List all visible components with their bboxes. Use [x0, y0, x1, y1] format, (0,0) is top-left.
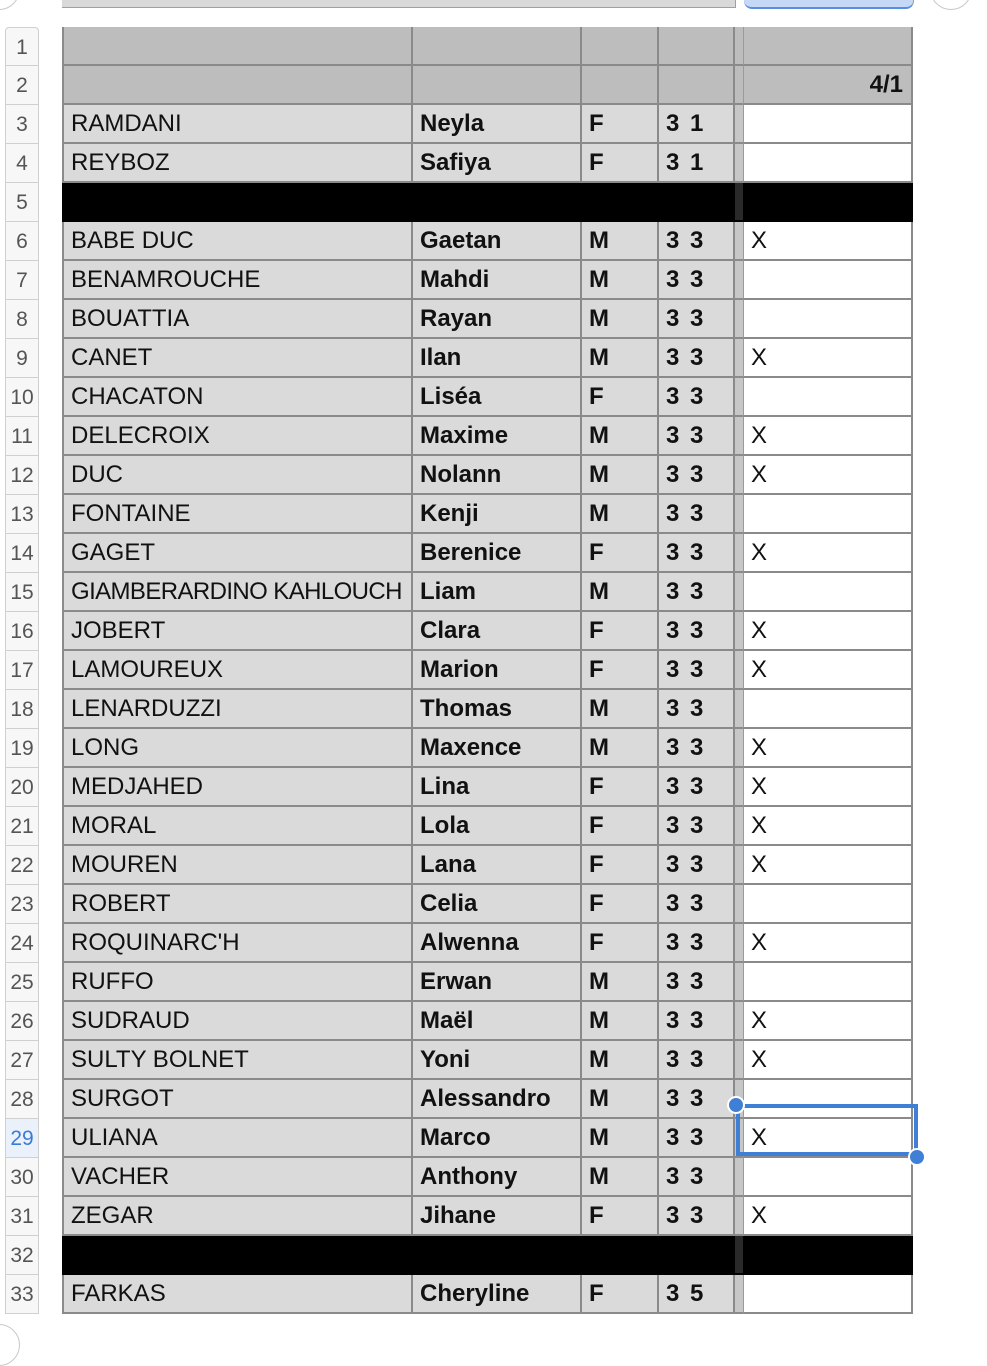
mark-cell[interactable]: [744, 105, 913, 144]
last-name-cell[interactable]: LAMOUREUX: [62, 651, 413, 690]
mark-cell[interactable]: [744, 1080, 913, 1119]
gender-cell[interactable]: M: [582, 963, 659, 1002]
table-row: [62, 144, 913, 183]
class-cell[interactable]: 3 3: [659, 261, 735, 300]
mark-cell[interactable]: X: [744, 1041, 913, 1080]
table-row: [62, 27, 913, 66]
spacer-cell[interactable]: [735, 183, 744, 222]
class-cell[interactable]: 3 1: [659, 144, 735, 183]
spacer-cell[interactable]: [735, 1158, 744, 1197]
row-header[interactable]: 29: [5, 1119, 39, 1158]
last-name-cell[interactable]: RUFFO: [62, 963, 413, 1002]
top-left-corner-control[interactable]: [0, 0, 20, 10]
gender-cell[interactable]: F: [582, 768, 659, 807]
last-name-cell[interactable]: [62, 183, 413, 222]
last-name-cell[interactable]: RAMDANI: [62, 105, 413, 144]
last-name-cell[interactable]: CANET: [62, 339, 413, 378]
row-header[interactable]: 31: [5, 1197, 39, 1236]
last-name-cell[interactable]: DUC: [62, 456, 413, 495]
class-cell[interactable]: 3 3: [659, 1041, 735, 1080]
class-cell[interactable]: 3 3: [659, 612, 735, 651]
mark-cell[interactable]: X: [744, 729, 913, 768]
gender-cell[interactable]: F: [582, 846, 659, 885]
gender-cell[interactable]: M: [582, 456, 659, 495]
last-name-cell[interactable]: ROQUINARC'H: [62, 924, 413, 963]
mark-cell[interactable]: X: [744, 1002, 913, 1041]
class-cell[interactable]: 3 3: [659, 807, 735, 846]
table-row: [62, 105, 913, 144]
gender-cell[interactable]: [582, 66, 659, 105]
first-name-cell[interactable]: Liséa: [413, 378, 582, 417]
last-name-cell[interactable]: BABE DUC: [62, 222, 413, 261]
spacer-cell[interactable]: [735, 1236, 744, 1275]
mark-cell[interactable]: [744, 27, 913, 66]
mark-cell[interactable]: X: [744, 846, 913, 885]
mark-cell[interactable]: X: [744, 612, 913, 651]
last-name-cell[interactable]: GIAMBERARDINO KAHLOUCH: [62, 573, 413, 612]
spacer-cell[interactable]: [735, 27, 744, 66]
row-header[interactable]: 9: [5, 339, 39, 378]
row-header[interactable]: 15: [5, 573, 39, 612]
row-header[interactable]: 4: [5, 144, 39, 183]
mark-cell[interactable]: X: [744, 924, 913, 963]
last-name-cell[interactable]: LONG: [62, 729, 413, 768]
mark-cell[interactable]: [744, 261, 913, 300]
gender-cell[interactable]: F: [582, 144, 659, 183]
table-row: [62, 66, 913, 105]
class-cell[interactable]: [659, 27, 735, 66]
selection-handle-top-left[interactable]: [727, 1096, 745, 1114]
last-name-cell[interactable]: GAGET: [62, 534, 413, 573]
spacer-cell[interactable]: [735, 222, 744, 261]
mark-cell[interactable]: [744, 1275, 913, 1314]
spacer-cell[interactable]: [735, 1275, 744, 1314]
mark-cell[interactable]: X: [744, 456, 913, 495]
table-row: [62, 1119, 913, 1158]
class-cell[interactable]: 3 3: [659, 456, 735, 495]
last-name-cell[interactable]: [62, 66, 413, 105]
gender-cell[interactable]: M: [582, 1119, 659, 1158]
mark-cell[interactable]: X: [744, 768, 913, 807]
first-name-cell[interactable]: Alessandro: [413, 1080, 582, 1119]
mark-cell[interactable]: [744, 885, 913, 924]
class-cell[interactable]: 3 3: [659, 573, 735, 612]
row-header[interactable]: 17: [5, 651, 39, 690]
table-row: [62, 1197, 913, 1236]
first-name-cell[interactable]: Jihane: [413, 1197, 582, 1236]
mark-cell[interactable]: [744, 1158, 913, 1197]
mark-cell[interactable]: X: [744, 807, 913, 846]
class-cell[interactable]: 3 3: [659, 768, 735, 807]
first-name-cell[interactable]: [413, 66, 582, 105]
spacer-cell[interactable]: [735, 66, 744, 105]
gender-cell[interactable]: [582, 27, 659, 66]
class-cell[interactable]: 3 3: [659, 924, 735, 963]
last-name-cell[interactable]: JOBERT: [62, 612, 413, 651]
table-row: [62, 573, 913, 612]
spacer-cell[interactable]: [735, 339, 744, 378]
mark-cell[interactable]: X: [744, 534, 913, 573]
table-row: [62, 261, 913, 300]
class-cell[interactable]: 3 3: [659, 378, 735, 417]
gender-cell[interactable]: M: [582, 495, 659, 534]
class-cell[interactable]: 3 1: [659, 105, 735, 144]
spacer-cell[interactable]: [735, 963, 744, 1002]
first-name-cell[interactable]: Cheryline: [413, 1275, 582, 1314]
class-cell[interactable]: 3 3: [659, 846, 735, 885]
spacer-cell[interactable]: [735, 1041, 744, 1080]
table-row: [62, 729, 913, 768]
last-name-cell[interactable]: ZEGAR: [62, 1197, 413, 1236]
row-header[interactable]: 33: [5, 1275, 39, 1314]
class-cell[interactable]: 3 3: [659, 222, 735, 261]
table-row: [62, 495, 913, 534]
spacer-cell[interactable]: [735, 573, 744, 612]
first-name-cell[interactable]: Maxime: [413, 417, 582, 456]
table-row: [62, 963, 913, 1002]
row-header[interactable]: 25: [5, 963, 39, 1002]
gender-cell[interactable]: [582, 183, 659, 222]
spacer-cell[interactable]: [735, 729, 744, 768]
column-header-strip: [62, 0, 913, 8]
last-name-cell[interactable]: LENARDUZZI: [62, 690, 413, 729]
class-cell[interactable]: 3 3: [659, 1158, 735, 1197]
row-header[interactable]: 8: [5, 300, 39, 339]
class-cell[interactable]: 3 3: [659, 1002, 735, 1041]
mark-cell[interactable]: [744, 378, 913, 417]
gender-cell[interactable]: M: [582, 261, 659, 300]
last-name-cell[interactable]: VACHER: [62, 1158, 413, 1197]
gender-cell[interactable]: F: [582, 378, 659, 417]
row-header[interactable]: 13: [5, 495, 39, 534]
column-header-d[interactable]: [659, 0, 736, 8]
class-cell[interactable]: 3 3: [659, 651, 735, 690]
table-row: [62, 768, 913, 807]
last-name-cell[interactable]: FARKAS: [62, 1275, 413, 1314]
mark-cell[interactable]: X: [744, 339, 913, 378]
table-row: [62, 1002, 913, 1041]
gender-cell[interactable]: F: [582, 885, 659, 924]
table-row: [62, 1275, 913, 1314]
row-header[interactable]: 14: [5, 534, 39, 573]
bottom-left-corner-control[interactable]: [0, 1324, 20, 1366]
spacer-cell[interactable]: [735, 1002, 744, 1041]
table-row: [62, 690, 913, 729]
first-name-cell[interactable]: Alwenna: [413, 924, 582, 963]
table-row: [62, 612, 913, 651]
class-cell[interactable]: 3 5: [659, 1275, 735, 1314]
row-header[interactable]: 1: [5, 27, 39, 66]
table-row: [62, 846, 913, 885]
mark-cell[interactable]: [744, 495, 913, 534]
first-name-cell[interactable]: Lana: [413, 846, 582, 885]
row-header[interactable]: 2: [5, 66, 39, 105]
first-name-cell[interactable]: Neyla: [413, 105, 582, 144]
last-name-cell[interactable]: SULTY BOLNET: [62, 1041, 413, 1080]
last-name-cell[interactable]: BENAMROUCHE: [62, 261, 413, 300]
gender-cell[interactable]: M: [582, 300, 659, 339]
gender-cell[interactable]: M: [582, 729, 659, 768]
table-row: [62, 417, 913, 456]
gender-cell[interactable]: M: [582, 417, 659, 456]
last-name-cell[interactable]: DELECROIX: [62, 417, 413, 456]
class-cell[interactable]: 3 3: [659, 300, 735, 339]
last-name-cell[interactable]: MORAL: [62, 807, 413, 846]
table-row: [62, 651, 913, 690]
class-cell[interactable]: [659, 66, 735, 105]
table-row: [62, 456, 913, 495]
first-name-cell[interactable]: Safiya: [413, 144, 582, 183]
spacer-cell[interactable]: [735, 144, 744, 183]
first-name-cell[interactable]: Gaetan: [413, 222, 582, 261]
mark-cell[interactable]: X: [744, 1197, 913, 1236]
row-header[interactable]: 11: [5, 417, 39, 456]
mark-cell[interactable]: X: [744, 417, 913, 456]
table-row: [62, 534, 913, 573]
gender-cell[interactable]: M: [582, 1002, 659, 1041]
first-name-cell[interactable]: Nolann: [413, 456, 582, 495]
spacer-cell[interactable]: [735, 261, 744, 300]
gender-cell[interactable]: M: [582, 573, 659, 612]
spacer-cell[interactable]: [735, 885, 744, 924]
mark-cell[interactable]: [744, 573, 913, 612]
row-header[interactable]: 23: [5, 885, 39, 924]
selection-handle-bottom-right[interactable]: [908, 1148, 926, 1166]
spacer-cell[interactable]: [735, 417, 744, 456]
mark-cell[interactable]: [744, 1236, 913, 1275]
first-name-cell[interactable]: Yoni: [413, 1041, 582, 1080]
first-name-cell[interactable]: Marco: [413, 1119, 582, 1158]
first-name-cell[interactable]: Mahdi: [413, 261, 582, 300]
first-name-cell[interactable]: Liam: [413, 573, 582, 612]
table-row: [62, 807, 913, 846]
gender-cell[interactable]: F: [582, 534, 659, 573]
last-name-cell[interactable]: ROBERT: [62, 885, 413, 924]
spacer-cell[interactable]: [735, 300, 744, 339]
table-row: [62, 924, 913, 963]
first-name-cell[interactable]: Lina: [413, 768, 582, 807]
last-name-cell[interactable]: ULIANA: [62, 1119, 413, 1158]
gender-cell[interactable]: F: [582, 612, 659, 651]
spacer-cell[interactable]: [735, 378, 744, 417]
first-name-cell[interactable]: Ilan: [413, 339, 582, 378]
last-name-cell[interactable]: FONTAINE: [62, 495, 413, 534]
first-name-cell[interactable]: Maël: [413, 1002, 582, 1041]
row-header[interactable]: 30: [5, 1158, 39, 1197]
class-cell[interactable]: 3 3: [659, 885, 735, 924]
spacer-cell[interactable]: [735, 1197, 744, 1236]
mark-cell[interactable]: [744, 963, 913, 1002]
gender-cell[interactable]: F: [582, 1275, 659, 1314]
gender-cell[interactable]: M: [582, 222, 659, 261]
class-cell[interactable]: 3 3: [659, 1080, 735, 1119]
mark-cell[interactable]: X: [744, 651, 913, 690]
first-name-cell[interactable]: Celia: [413, 885, 582, 924]
gender-cell[interactable]: M: [582, 1158, 659, 1197]
first-name-cell[interactable]: Anthony: [413, 1158, 582, 1197]
mark-cell[interactable]: X: [744, 222, 913, 261]
first-name-cell[interactable]: [413, 27, 582, 66]
last-name-cell[interactable]: [62, 1236, 413, 1275]
row-header[interactable]: 22: [5, 846, 39, 885]
row-header[interactable]: 7: [5, 261, 39, 300]
last-name-cell[interactable]: [62, 27, 413, 66]
mark-cell[interactable]: X: [744, 1119, 913, 1158]
mark-cell[interactable]: [744, 183, 913, 222]
gender-cell[interactable]: F: [582, 651, 659, 690]
last-name-cell[interactable]: SURGOT: [62, 1080, 413, 1119]
spacer-cell[interactable]: [735, 690, 744, 729]
class-cell[interactable]: 3 3: [659, 729, 735, 768]
mark-cell[interactable]: [744, 300, 913, 339]
first-name-cell[interactable]: Clara: [413, 612, 582, 651]
first-name-cell[interactable]: Thomas: [413, 690, 582, 729]
gender-cell[interactable]: M: [582, 690, 659, 729]
class-cell[interactable]: 3 3: [659, 495, 735, 534]
last-name-cell[interactable]: BOUATTIA: [62, 300, 413, 339]
spacer-cell[interactable]: [735, 924, 744, 963]
first-name-cell[interactable]: Erwan: [413, 963, 582, 1002]
table-row: [62, 1080, 913, 1119]
mark-cell[interactable]: [744, 144, 913, 183]
gender-cell[interactable]: F: [582, 1197, 659, 1236]
first-name-cell[interactable]: Maxence: [413, 729, 582, 768]
class-cell[interactable]: [659, 183, 735, 222]
class-cell[interactable]: [659, 1236, 735, 1275]
first-name-cell[interactable]: Marion: [413, 651, 582, 690]
class-cell[interactable]: 3 3: [659, 417, 735, 456]
column-header-selected[interactable]: [744, 0, 914, 9]
row-header[interactable]: 18: [5, 690, 39, 729]
row-header[interactable]: 10: [5, 378, 39, 417]
spacer-cell[interactable]: [735, 534, 744, 573]
row-header[interactable]: 12: [5, 456, 39, 495]
class-cell[interactable]: 3 3: [659, 1197, 735, 1236]
spacer-cell[interactable]: [735, 1119, 744, 1158]
row-header[interactable]: 19: [5, 729, 39, 768]
row-header[interactable]: 21: [5, 807, 39, 846]
last-name-cell[interactable]: CHACATON: [62, 378, 413, 417]
table-row: [62, 339, 913, 378]
top-right-corner-control[interactable]: [930, 0, 972, 10]
mark-cell[interactable]: [744, 690, 913, 729]
gender-cell[interactable]: F: [582, 105, 659, 144]
class-cell[interactable]: 3 3: [659, 690, 735, 729]
row-header[interactable]: 5: [5, 183, 39, 222]
class-cell[interactable]: 3 3: [659, 1119, 735, 1158]
spacer-cell[interactable]: [735, 807, 744, 846]
last-name-cell[interactable]: SUDRAUD: [62, 1002, 413, 1041]
separator-row: [62, 1236, 913, 1275]
first-name-cell[interactable]: [413, 183, 582, 222]
gender-cell[interactable]: M: [582, 1080, 659, 1119]
table-row: [62, 885, 913, 924]
spacer-cell[interactable]: [735, 846, 744, 885]
table-row: [62, 1158, 913, 1197]
column-header-b[interactable]: [413, 0, 583, 8]
row-header[interactable]: 26: [5, 1002, 39, 1041]
last-name-cell[interactable]: REYBOZ: [62, 144, 413, 183]
gender-cell[interactable]: M: [582, 339, 659, 378]
table-row: [62, 1041, 913, 1080]
first-name-cell[interactable]: Berenice: [413, 534, 582, 573]
first-name-cell[interactable]: [413, 1236, 582, 1275]
row-header[interactable]: 3: [5, 105, 39, 144]
gender-cell[interactable]: F: [582, 807, 659, 846]
spacer-cell[interactable]: [735, 612, 744, 651]
last-name-cell[interactable]: MOUREN: [62, 846, 413, 885]
first-name-cell[interactable]: Kenji: [413, 495, 582, 534]
row-header[interactable]: 16: [5, 612, 39, 651]
spacer-cell[interactable]: [735, 105, 744, 144]
mark-cell[interactable]: 4/1: [744, 66, 913, 105]
spacer-cell[interactable]: [735, 651, 744, 690]
row-header[interactable]: 6: [5, 222, 39, 261]
spacer-cell[interactable]: [735, 495, 744, 534]
class-cell[interactable]: 3 3: [659, 534, 735, 573]
first-name-cell[interactable]: Rayan: [413, 300, 582, 339]
gender-cell[interactable]: F: [582, 924, 659, 963]
column-header-a[interactable]: [62, 0, 414, 8]
table-row: [62, 222, 913, 261]
table-row: [62, 300, 913, 339]
last-name-cell[interactable]: MEDJAHED: [62, 768, 413, 807]
gender-cell[interactable]: M: [582, 1041, 659, 1080]
row-header[interactable]: 27: [5, 1041, 39, 1080]
row-header[interactable]: 24: [5, 924, 39, 963]
spacer-cell[interactable]: [735, 768, 744, 807]
gender-cell[interactable]: [582, 1236, 659, 1275]
class-cell[interactable]: 3 3: [659, 339, 735, 378]
separator-row: [62, 183, 913, 222]
first-name-cell[interactable]: Lola: [413, 807, 582, 846]
row-header[interactable]: 32: [5, 1236, 39, 1275]
spacer-cell[interactable]: [735, 456, 744, 495]
table-row: [62, 378, 913, 417]
column-header-c[interactable]: [582, 0, 660, 8]
row-header[interactable]: 28: [5, 1080, 39, 1119]
row-header[interactable]: 20: [5, 768, 39, 807]
class-cell[interactable]: 3 3: [659, 963, 735, 1002]
